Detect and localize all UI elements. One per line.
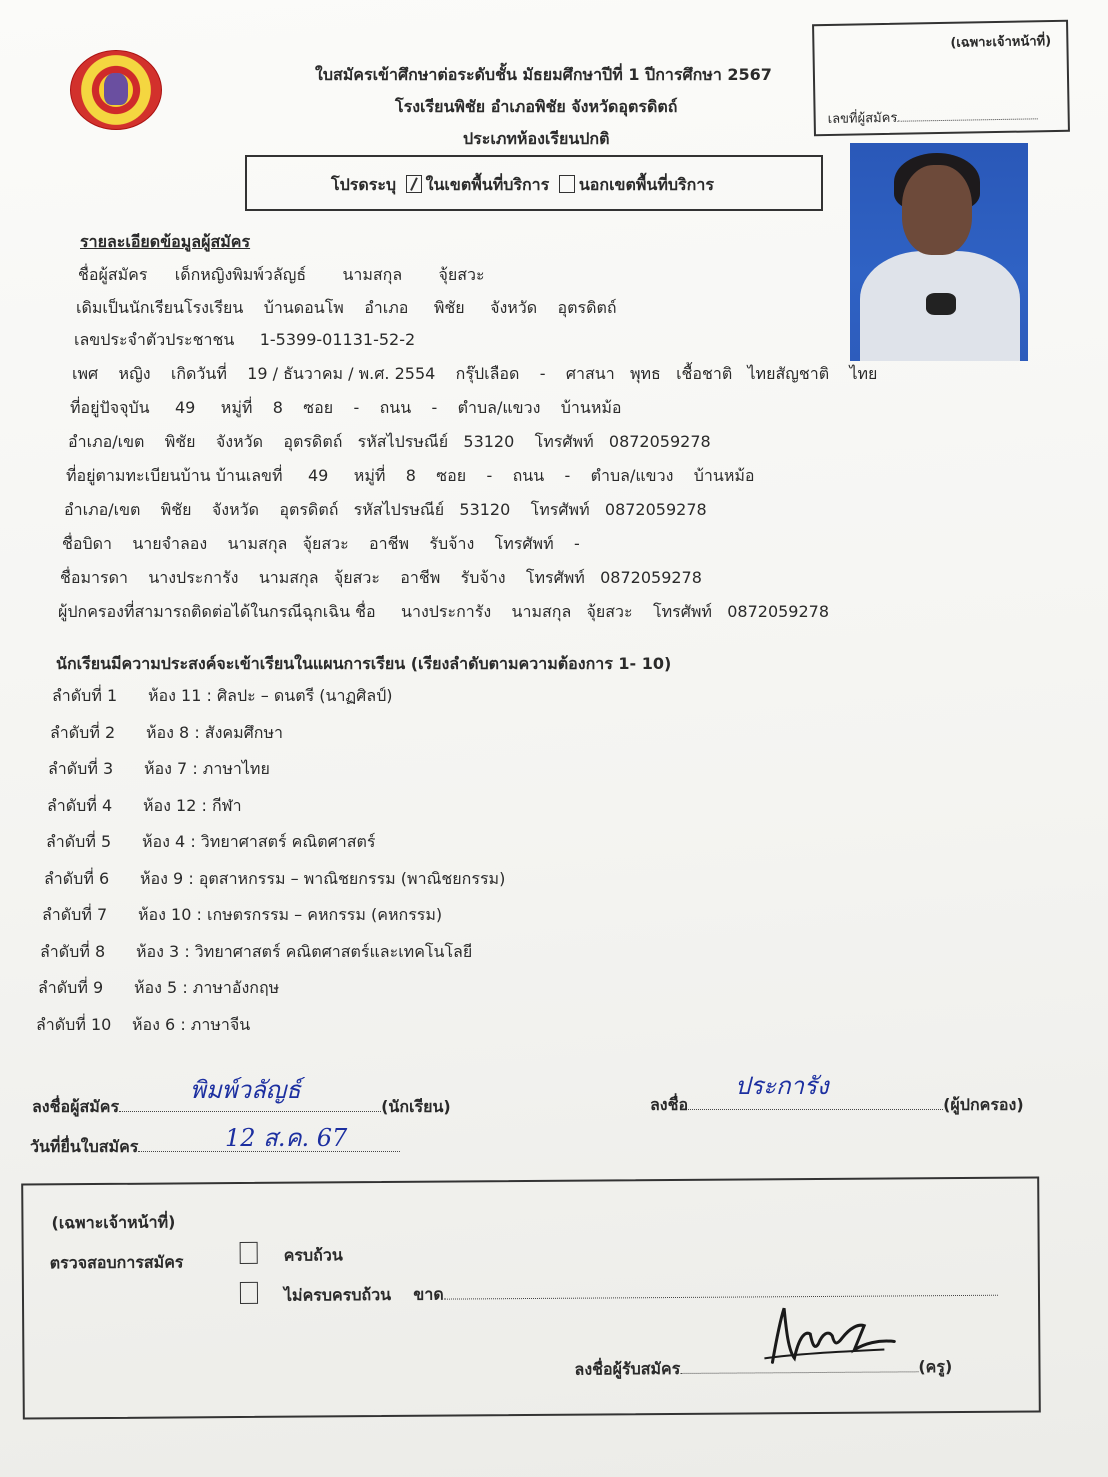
preference-item <box>48 757 270 782</box>
preference-item <box>50 721 283 746</box>
officer-box-top <box>812 20 1070 136</box>
preference-room: ห้อง 3 : วิทยาศาสตร์ คณิตศาสตร์และเทคโนโลยี <box>136 941 473 961</box>
guardian-signature: ประการัง <box>735 1072 829 1100</box>
preference-item <box>44 867 505 892</box>
preferences-title: นักเรียนมีความประสงค์จะเข้าเรียนในแผนการเรียน (เรียงลำดับตามความต้องการ 1- 10) <box>56 654 672 673</box>
preference-room: ห้อง 6 : ภาษาจีน <box>132 1014 251 1034</box>
current-address-row-2: อำเภอ/เขต พิชัย จังหวัด อุตรดิตถ์ รหัสไปรษณีย์ 53120 โทรศัพท์ 0872059278 <box>68 432 711 451</box>
preference-rank: ลำดับที่ 2 <box>50 722 116 742</box>
preference-rank: ลำดับที่ 1 <box>52 686 118 705</box>
complete-label: ครบถ้วน <box>283 1245 343 1265</box>
mother-row: ชื่อมารดา นางประการัง นามสกุล จุ้ยสวะ อาชีพ รับจ้าง โทรศัพท์ 0872059278 <box>60 568 702 587</box>
class-type: ประเภทห้องเรียนปกติ <box>463 129 610 148</box>
preference-item <box>38 976 279 1001</box>
preference-rank: ลำดับที่ 6 <box>44 868 110 888</box>
personal-row: เพศ หญิง เกิดวันที่ 19 / ธันวาคม / พ.ศ. 2554 กรุ๊ปเลือด - ศาสนา พุทธ เชื้อชาติ ไทยสัญชาติ ไทย <box>72 364 878 383</box>
preference-room: ห้อง 8 : สังคมศึกษา <box>146 722 283 742</box>
guardian-row: ผู้ปกครองที่สามารถติดต่อได้ในกรณีฉุกเฉิน ชื่อ นางประการัง นามสกุล จุ้ยสวะ โทรศัพท์ 0872059278 <box>58 602 830 621</box>
incomplete-row: ไม่ครบครบถ้วน ขาด <box>284 1279 998 1309</box>
preference-rank: ลำดับที่ 8 <box>40 941 106 961</box>
preference-room: ห้อง 7 : ภาษาไทย <box>144 759 270 778</box>
zone-prompt: โปรดระบุ <box>331 175 397 194</box>
current-address-row-1: ที่อยู่ปัจจุบัน 49 หมู่ที่ 8 ซอย - ถนน - ตำบล/แขวง บ้านหม้อ <box>70 398 622 417</box>
in-zone-checkbox[interactable] <box>406 175 422 193</box>
preference-item <box>46 830 376 855</box>
reg-address-row-2: อำเภอ/เขต พิชัย จังหวัด อุตรดิตถ์ รหัสไปรษณีย์ 53120 โทรศัพท์ 0872059278 <box>64 500 707 519</box>
submission-date: 12 ส.ค. 67 <box>225 1124 348 1152</box>
officer-only-label: (เฉพาะเจ้าหน้าที่) <box>950 34 1052 51</box>
name-row: ชื่อผู้สมัคร เด็กหญิงพิมพ์วลัญธ์ นามสกุล จุ้ยสวะ <box>78 265 485 284</box>
preference-room: ห้อง 4 : วิทยาศาสตร์ คณิตศาสตร์ <box>142 832 376 851</box>
receiver-signature-line: ลงชื่อผู้รับสมัคร (ครู) <box>574 1357 953 1379</box>
incomplete-checkbox[interactable] <box>240 1282 258 1304</box>
date-line: วันที่ยื่นใบสมัคร <box>30 1135 400 1160</box>
preference-item <box>52 684 393 709</box>
preference-rank: ลำดับที่ 7 <box>42 905 108 924</box>
guardian-signature-line: ลงชื่อ (ผู้ปกครอง) <box>650 1095 1024 1114</box>
preference-rank: ลำดับที่ 9 <box>38 978 104 997</box>
out-zone-checkbox[interactable] <box>559 175 575 193</box>
id-row: เลขประจำตัวประชาชน 1-5399-01131-52-2 <box>74 330 416 349</box>
school-logo <box>70 50 162 130</box>
emblem-icon <box>104 73 128 105</box>
applicant-photo <box>850 143 1028 361</box>
preference-room: ห้อง 11 : ศิลปะ – ดนตรี (นาฏศิลป์) <box>148 686 393 705</box>
applicant-signature-line: ลงชื่อผู้สมัคร (นักเรียน) <box>32 1097 451 1116</box>
preference-room: ห้อง 9 : อุตสาหกรรม – พาณิชยกรรม (พาณิชยกรรม) <box>140 868 506 888</box>
father-row: ชื่อบิดา นายจำลอง นามสกุล จุ้ยสวะ อาชีพ รับจ้าง โทรศัพท์ - <box>62 534 580 553</box>
in-zone-label: ในเขตพื้นที่บริการ <box>425 175 550 194</box>
applicant-no-label: เลขที่ผู้สมัคร <box>828 104 1038 129</box>
prev-school-row: เดิมเป็นนักเรียนโรงเรียน บ้านดอนโพ อำเภอ พิชัย จังหวัด อุตรดิตถ์ <box>76 298 617 317</box>
zone-box <box>245 155 823 211</box>
reg-address-row-1: ที่อยู่ตามทะเบียนบ้าน บ้านเลขที่ 49 หมู่ที่ 8 ซอย - ถนน - ตำบล/แขวง บ้านหม้อ <box>66 466 755 485</box>
preference-rank: ลำดับที่ 3 <box>48 759 114 778</box>
applicant-signature: พิมพ์วลัญธ์ <box>190 1076 301 1104</box>
preference-item <box>40 940 472 965</box>
preference-item <box>42 903 442 928</box>
preference-rank: ลำดับที่ 10 <box>36 1014 112 1034</box>
preference-item <box>47 794 242 819</box>
officer-only-label-bottom: (เฉพาะเจ้าหน้าที่) <box>51 1212 176 1233</box>
receiver-signature <box>754 1299 914 1370</box>
officer-box-bottom <box>21 1176 1041 1419</box>
zone-selector <box>331 173 714 198</box>
school-line: โรงเรียนพิชัย อำเภอพิชัย จังหวัดอุตรดิตถ์ <box>395 97 678 116</box>
preference-rank: ลำดับที่ 5 <box>46 832 112 851</box>
preference-rank: ลำดับที่ 4 <box>47 795 113 815</box>
out-zone-label: นอกเขตพื้นที่บริการ <box>578 175 714 194</box>
preference-item <box>36 1013 250 1038</box>
preference-room: ห้อง 12 : กีฬา <box>143 795 242 815</box>
check-label: ตรวจสอบการสมัคร <box>49 1252 184 1273</box>
form-title: ใบสมัครเข้าศึกษาต่อระดับชั้น มัธยมศึกษาปีที่ 1 ปีการศึกษา 2567 <box>315 65 772 84</box>
preference-room: ห้อง 10 : เกษตรกรรม – คหกรรม (คหกรรม) <box>138 905 443 924</box>
section-title: รายละเอียดข้อมูลผู้สมัคร <box>80 232 251 251</box>
preference-room: ห้อง 5 : ภาษาอังกฤษ <box>134 978 280 997</box>
complete-checkbox[interactable] <box>240 1242 258 1264</box>
